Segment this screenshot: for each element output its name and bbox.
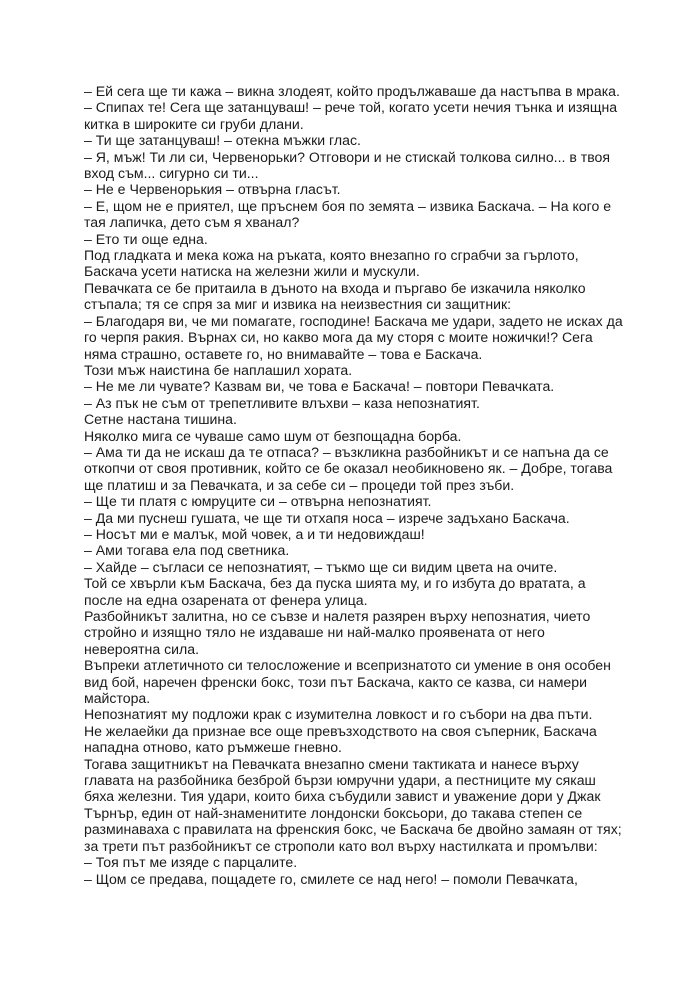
paragraph-6: – Ето ти още една. [84, 230, 208, 247]
paragraph-9: – Благодаря ви, че ми помагате, господине! Баскача ме удари, задето не исках да го черпя ракия. Върнах си, но какво мога да му сторя с моите ножички!? Сега няма страшно, оставете го, но внимавайте – това е Баскача. [84, 312, 623, 362]
paragraph-28: – Щом се предава, пощадете го, смилете се над него! – помоли Певачката, [84, 870, 578, 887]
paragraph-14: Няколко мига се чуваше само шум от безпощадна борба. [84, 427, 462, 444]
paragraph-21: Той се хвърли към Баскача, без да пуска шията му, и го избута до вратата, а после на една озарената от фенера улица. [84, 575, 586, 608]
paragraph-13: Сетне настана тишина. [84, 411, 237, 428]
paragraph-22: Разбойникът залитна, но се съвзе и налетя разярен върху непознатия, чието стройно и изящно тяло не издаваше ни най-малко проявената от него невероятна сила. [84, 608, 591, 657]
paragraph-11: – Не ме ли чувате? Казвам ви, че това е Баскача! – повтори Певачката. [84, 378, 555, 395]
paragraph-12: – Аз пък не съм от трепетливите влъхви – каза непознатият. [84, 394, 480, 411]
paragraph-18: – Носът ми е малък, мой човек, а и ти недовиждаш! [84, 525, 425, 542]
paragraph-15: – Ама ти да не искаш да те отпаса? – възкликна разбойникът и се напъна да се откопчи от своя противник, който се бе оказал необикновено як. – Добре, тогава ще платиш и за Певачката, и за себе си – процеди той през зъби. [84, 443, 613, 493]
paragraph-2: – Ти ще затанцуваш! – отекна мъжки глас. [84, 132, 361, 149]
paragraph-27: – Тоя път ме изяде с парцалите. [84, 854, 298, 871]
paragraph-16: – Ще ти платя с юмруците си – отвърна непознатият. [84, 493, 432, 510]
paragraph-24: Непознатият му подложи крак с изумителна ловкост и го събори на два пъти. [84, 706, 593, 723]
paragraph-19: – Ами тогава ела под светника. [84, 542, 290, 559]
paragraph-25: Не желаейки да признае все още превъзходството на своя съперник, Баскача нападна отново, като ръмжеше гневно. [84, 722, 597, 756]
paragraph-5: – Е, щом не е приятел, ще пръснем боя по земята – извика Баскача. – На кого е тая лапичка, дето съм я хванал? [84, 197, 612, 231]
paragraph-4: – Не е Червенорькия – отвърна гласът. [84, 181, 341, 198]
paragraph-20: – Хайде – съгласи се непознатият, – тъкмо ще си видим цвета на очите. [84, 558, 558, 575]
paragraph-1: – Ей сега ще ти кажа – викна злодеят, който продължаваше да настъпва в мрака. – Спипах те! Сега ще затанцуваш! – рече той, когато усети нечия тънка и изящна китка в широките си груби длани. [84, 83, 620, 132]
paragraph-8: Певачката се бе притаила в дъното на входа и пъргаво бе изкачила няколко стъпала; тя се спря за миг и извика на неизвестния си защитник: [84, 279, 586, 313]
paragraph-10: Този мъж наистина бе наплашил хората. [84, 361, 353, 378]
document-page [84, 83, 624, 887]
paragraph-3: – Я, мъж! Ти ли си, Червенорьки? Отговори и не стискай толкова силно... в твоя вход съм... сигурно си ти... [84, 148, 611, 182]
paragraph-23: Въпреки атлетичното си телосложение и всепризнатото си умение в оня особен вид бой, наречен френски бокс, този път Баскача, както се казва, си намери майстора. [84, 657, 611, 707]
paragraph-7: Под гладката и мека кожа на ръката, която внезапно го сграбчи за гърлото, Баскача усети натиска на железни жили и мускули. [84, 247, 579, 280]
paragraph-26: Тогава защитникът на Певачката внезапно смени тактиката и нанесе върху главата на разбойника безброй бързи юмручни удари, а пестниците му сякаш бяха железни. Тия удари, които биха събудили завист и уважение дори у Джак Търнър, един от най-знаменитите лондонски боксьори, до такава степен се разминаваха с правилата на френския бокс, че Баскача бе двойно замаян от тях; за трети път разбойникът се строполи като вол върху настилката и промълви: [84, 755, 622, 854]
paragraph-17: – Да ми пуснеш гушата, че ще ти отхапя носа – изрече задъхано Баскача. [84, 509, 570, 526]
